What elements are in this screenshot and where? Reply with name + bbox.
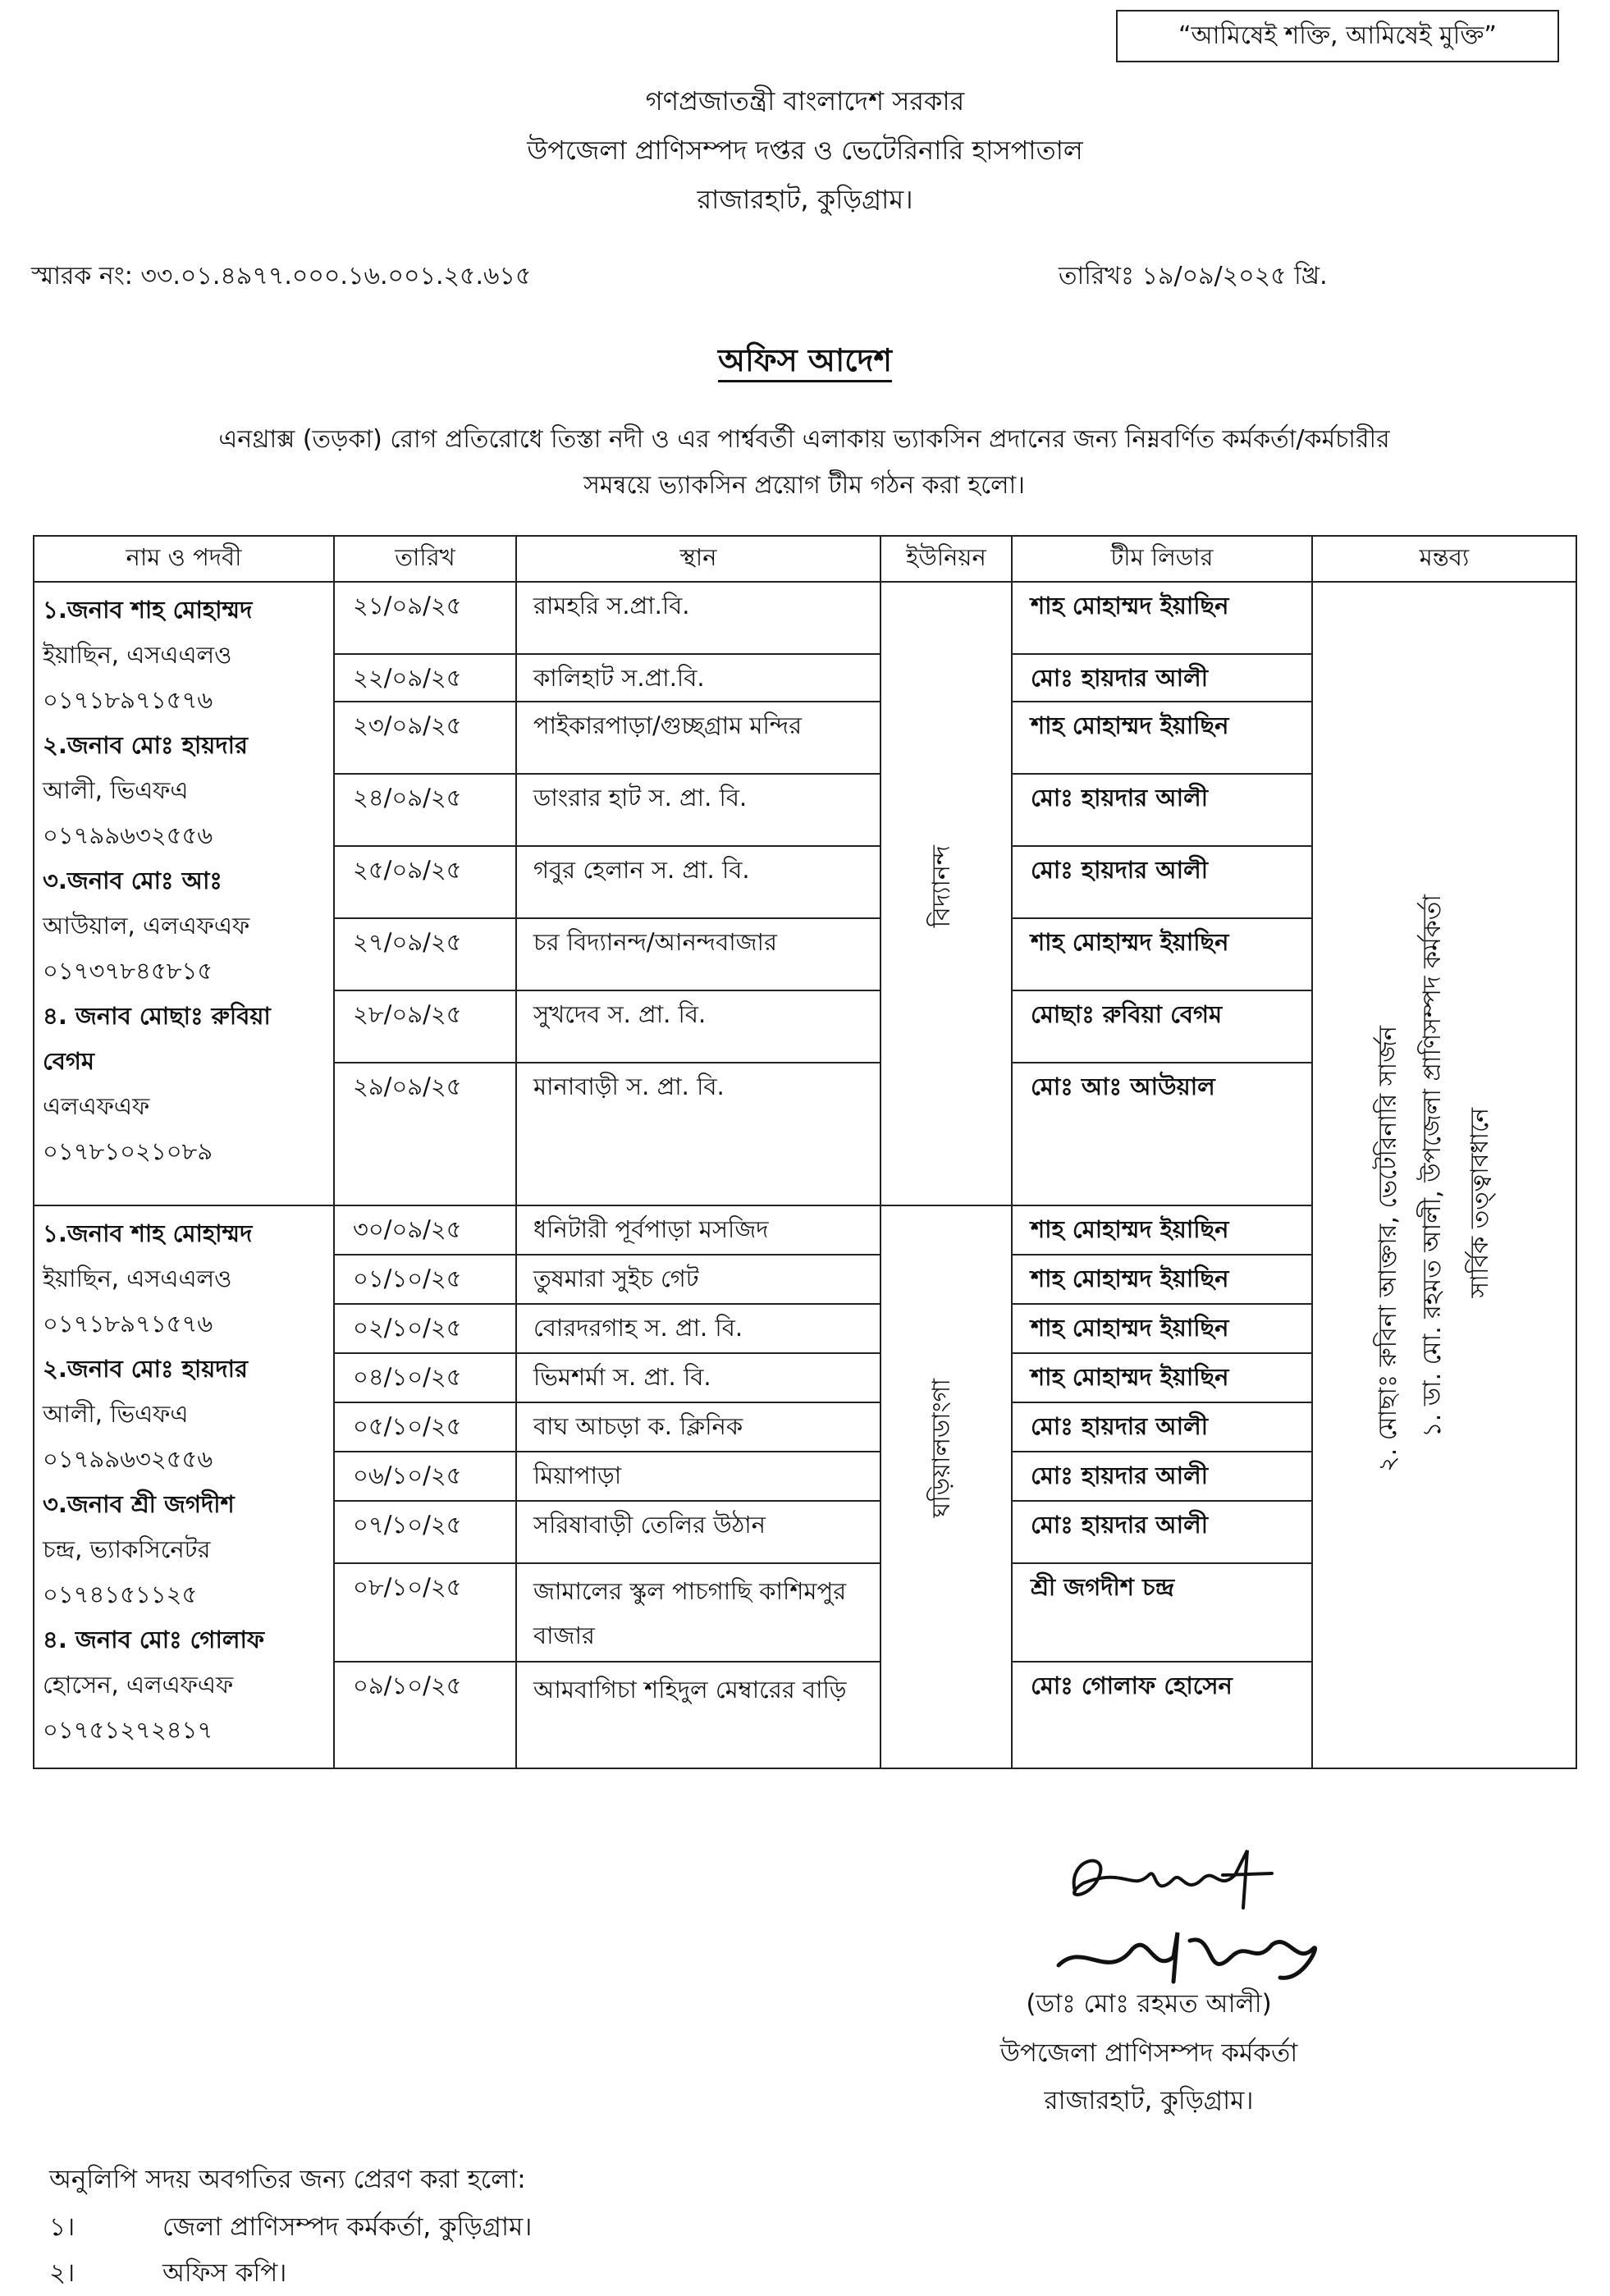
- row-place: জামালের স্কুল পাচগাছি কাশিমপুর বাজার: [516, 1563, 880, 1662]
- row-date: ০৪/১০/২৫: [334, 1353, 516, 1402]
- signer-place: রাজারহাট, কুড়িগ্রাম।: [1044, 2086, 1254, 2115]
- row-place: বোরদরগাহ স. প্রা. বি.: [516, 1304, 880, 1353]
- member-name: ৩.জনাব মোঃ আঃ: [43, 867, 222, 894]
- member-phone: ০১৭৯৯৬৩২৫৫৬: [43, 1445, 213, 1473]
- row-place: তুষমারা সুইচ গেট: [516, 1255, 880, 1304]
- row-date: ২৯/০৯/২৫: [334, 1063, 516, 1205]
- copy-heading: অনুলিপি সদয় অবগতির জন্য প্রেরণ করা হলো:: [49, 2165, 526, 2194]
- copy-item-2-text: অফিস কপি।: [162, 2258, 287, 2288]
- row-date: ২৮/০৯/২৫: [334, 990, 516, 1063]
- col-header-remarks: মন্তব্য: [1312, 536, 1576, 582]
- row-leader: মোঃ আঃ আউয়াল: [1012, 1063, 1312, 1205]
- row-leader: শাহ মোহাম্মদ ইয়াছিন: [1012, 1304, 1312, 1353]
- row-place: ডাংরার হাট স. প্রা. বি.: [516, 774, 880, 846]
- row-date: ০১/১০/২৫: [334, 1255, 516, 1304]
- row-place: রামহরি স.প্রা.বি.: [516, 582, 880, 654]
- row-place: বাঘ আচড়া ক. ক্লিনিক: [516, 1402, 880, 1452]
- remarks-line-2: ১. ডা. মো. রহমত আলী, উপজেলা প্রাণিসম্পদ কর্মকর্তা: [1418, 894, 1447, 1438]
- row-place: সুখদেব স. প্রা. বি.: [516, 990, 880, 1063]
- member-phone: ০১৭১৮৯৭১৫৭৬: [43, 1310, 213, 1338]
- member-name: ৪. জনাব মোছাঃ রুবিয়া: [43, 1002, 271, 1030]
- col-header-name: নাম ও পদবী: [34, 536, 334, 582]
- row-date: ২৭/০৯/২৫: [334, 918, 516, 990]
- row-place: গবুর হেলান স. প্রা. বি.: [516, 846, 880, 918]
- row-leader: মোছাঃ রুবিয়া বেগম: [1012, 990, 1312, 1063]
- col-header-date: তারিখ: [334, 536, 516, 582]
- member-phone: ০১৭৮১০২১০৮৯: [43, 1137, 213, 1165]
- row-place: চর বিদ্যানন্দ/আনন্দবাজার: [516, 918, 880, 990]
- member-designation: হোসেন, এলএফএফ: [43, 1671, 234, 1699]
- row-place: মানাবাড়ী স. প্রা. বি.: [516, 1063, 880, 1205]
- row-date: ২২/০৯/২৫: [334, 654, 516, 702]
- row-leader: শ্রী জগদীশ চন্দ্র: [1012, 1563, 1312, 1662]
- union-name: বিদ্যানন্দ: [927, 845, 956, 928]
- team-members-1: [34, 582, 334, 1205]
- member-phone: ০১৭৪১৫১১২৫: [43, 1580, 198, 1608]
- row-date: ২৫/০৯/২৫: [334, 846, 516, 918]
- team-table: [33, 535, 1577, 1769]
- row-date: ২৪/০৯/২৫: [334, 774, 516, 846]
- memo-date: তারিখঃ ১৯/০৯/২০২৫ খ্রি.: [1059, 262, 1328, 290]
- member-name: ৩.জনাব শ্রী জগদীশ: [43, 1490, 235, 1518]
- row-date: ০৯/১০/২৫: [334, 1662, 516, 1768]
- row-leader: মোঃ হায়দার আলী: [1012, 1402, 1312, 1452]
- remarks-line-3: ২. মোছাঃ রুবিনা আক্তার, ভেটেরিনারি সার্জন: [1374, 1026, 1402, 1472]
- member-name: ৪. জনাব মোঃ গোলাফ: [43, 1626, 265, 1653]
- member-designation: চন্দ্র, ভ্যাকসিনেটর: [43, 1535, 211, 1563]
- table-row: [34, 582, 1576, 654]
- union-name: ঘড়িয়ালডাংগা: [927, 1379, 956, 1518]
- row-place: সরিষাবাড়ী তেলির উঠান: [516, 1501, 880, 1563]
- member-designation: আলী, ভিএফএ: [43, 776, 189, 804]
- member-phone: ০১৭৩৭৮৪৫৮১৫: [43, 957, 213, 985]
- row-leader: শাহ মোহাম্মদ ইয়াছিন: [1012, 1205, 1312, 1255]
- member-name-cont: বেগম: [43, 1047, 95, 1075]
- row-leader: মোঃ হায়দার আলী: [1012, 846, 1312, 918]
- remarks-line-1: সার্বিক তত্ত্বাবধানে: [1466, 1108, 1494, 1298]
- member-designation: ইয়াছিন, এসএএলও: [43, 641, 232, 669]
- page-title: [0, 336, 1610, 389]
- col-header-union: ইউনিয়ন: [880, 536, 1012, 582]
- copy-item-1-text: জেলা প্রাণিসম্পদ কর্মকর্তা, কুড়িগ্রাম।: [162, 2212, 533, 2242]
- row-leader: শাহ মোহাম্মদ ইয়াছিন: [1012, 918, 1312, 990]
- intro-line-1: এনথ্রাক্স (তড়কা) রোগ প্রতিরোধে তিস্তা নদী ও এর পার্শ্ববর্তী এলাকায় ভ্যাকসিন প্রদানের জন্য নিম্নবর্ণিত কর্মকর্তা/কর্মচারীর: [218, 425, 1390, 454]
- row-date: ০৫/১০/২৫: [334, 1402, 516, 1452]
- signer-name: (ডাঃ মোঃ রহমত আলী): [1026, 1989, 1272, 2019]
- intro-line-2: সমন্বয়ে ভ্যাকসিন প্রয়োগ টীম গঠন করা হলো।: [583, 471, 1025, 500]
- member-phone: ০১৭৯৯৬৩২৫৫৬: [43, 821, 213, 849]
- header-office: উপজেলা প্রাণিসম্পদ দপ্তর ও ভেটেরিনারি হাসপাতাল: [527, 135, 1083, 166]
- signer-designation: উপজেলা প্রাণিসম্পদ কর্মকর্তা: [999, 2038, 1298, 2068]
- row-place: ধনিটারী পূর্বপাড়া মসজিদ: [516, 1205, 880, 1255]
- intro-paragraph: [33, 417, 1576, 509]
- row-date: ২৩/০৯/২৫: [334, 702, 516, 774]
- row-leader: শাহ মোহাম্মদ ইয়াছিন: [1012, 582, 1312, 654]
- team-members-2: [34, 1205, 334, 1768]
- motto-text: “আমিষেই শক্তি, আমিষেই মুক্তি”: [1178, 21, 1497, 50]
- row-place: পাইকারপাড়া/গুচ্ছগ্রাম মন্দির: [516, 702, 880, 774]
- member-designation: আলী, ভিএফএ: [43, 1400, 189, 1428]
- member-name: ২.জনাব মোঃ হায়দার: [43, 1355, 248, 1383]
- row-place: কালিহাট স.প্রা.বি.: [516, 654, 880, 702]
- member-phone: ০১৭৫১২৭২৪১৭: [43, 1716, 213, 1744]
- col-header-leader: টীম লিডার: [1012, 536, 1312, 582]
- member-name: ২.জনাব মোঃ হায়দার: [43, 731, 248, 759]
- header-location: রাজারহাট, কুড়িগ্রাম।: [697, 184, 913, 215]
- row-leader: মোঃ হায়দার আলী: [1012, 1501, 1312, 1563]
- row-leader: মোঃ হায়দার আলী: [1012, 1452, 1312, 1501]
- remarks-cell: [1312, 582, 1576, 1768]
- copy-item-1-num: ১।: [49, 2212, 75, 2242]
- row-date: ২১/০৯/২৫: [334, 582, 516, 654]
- row-date: ০৮/১০/২৫: [334, 1563, 516, 1662]
- col-header-place: স্থান: [516, 536, 880, 582]
- table-header-row: [34, 536, 1576, 582]
- member-designation: ইয়াছিন, এসএএলও: [43, 1265, 232, 1292]
- row-date: ০৭/১০/২৫: [334, 1501, 516, 1563]
- row-leader: মোঃ গোলাফ হোসেন: [1012, 1662, 1312, 1768]
- row-place: আমবাগিচা শহিদুল মেম্বারের বাড়ি: [516, 1662, 880, 1768]
- member-name: ১.জনাব শাহ মোহাম্মদ: [43, 1219, 253, 1247]
- copy-item-2-num: ২।: [49, 2258, 75, 2288]
- page-title-text: অফিস আদেশ: [718, 342, 892, 382]
- row-place: ভিমশর্মা স. প্রা. বি.: [516, 1353, 880, 1402]
- memo-number: স্মারক নং: ৩৩.০১.৪৯৭৭.০০০.১৬.০০১.২৫.৬১৫: [31, 262, 532, 290]
- motto-box: [1116, 10, 1559, 62]
- member-designation: আউয়াল, এলএফএফ: [43, 912, 250, 940]
- member-name: ১.জনাব শাহ মোহাম্মদ: [43, 596, 253, 624]
- member-phone: ০১৭১৮৯৭১৫৭৬: [43, 686, 213, 714]
- header-government: গণপ্রজাতন্ত্রী বাংলাদেশ সরকার: [645, 85, 965, 117]
- row-place: মিয়াপাড়া: [516, 1452, 880, 1501]
- row-date: ০২/১০/২৫: [334, 1304, 516, 1353]
- row-leader: শাহ মোহাম্মদ ইয়াছিন: [1012, 702, 1312, 774]
- union-cell-1: [880, 582, 1012, 1205]
- row-leader: মোঃ হায়দার আলী: [1012, 774, 1312, 846]
- row-leader: মোঃ হায়দার আলী: [1012, 654, 1312, 702]
- row-leader: শাহ মোহাম্মদ ইয়াছিন: [1012, 1255, 1312, 1304]
- member-designation: এলএফএফ: [43, 1092, 150, 1120]
- row-leader: শাহ মোহাম্মদ ইয়াছিন: [1012, 1353, 1312, 1402]
- row-date: ৩০/০৯/২৫: [334, 1205, 516, 1255]
- row-date: ০৬/১০/২৫: [334, 1452, 516, 1501]
- union-cell-2: [880, 1205, 1012, 1768]
